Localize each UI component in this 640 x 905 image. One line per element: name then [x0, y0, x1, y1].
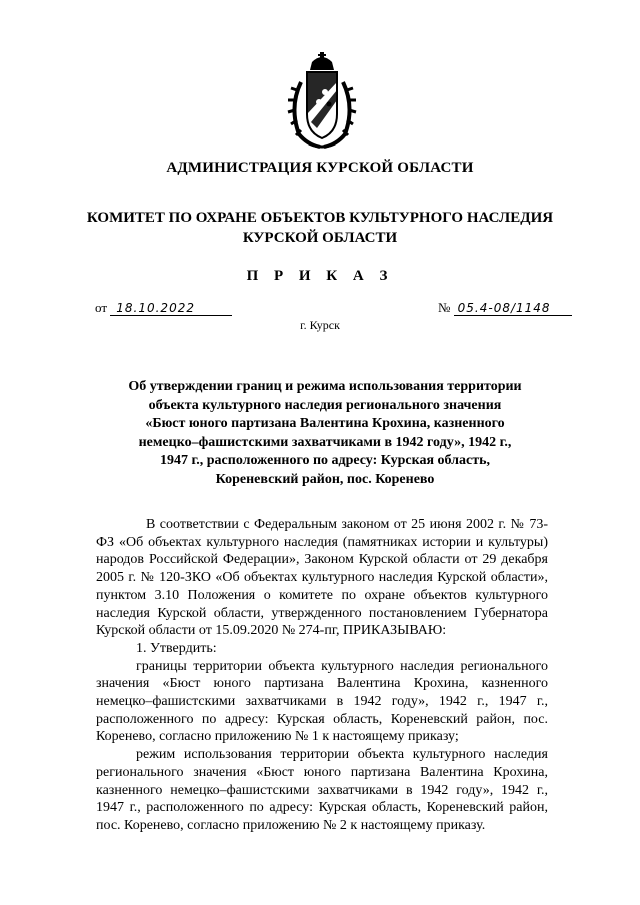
administration-name: АДМИНИСТРАЦИЯ КУРСКОЙ ОБЛАСТИ	[166, 160, 474, 176]
body-paragraph-item-1: 1. Утвердить:	[136, 640, 217, 656]
subject-line-6: Кореневский район, пос. Коренево	[215, 471, 435, 487]
number-prefix: №	[438, 300, 451, 315]
date-prefix: от	[95, 300, 108, 315]
committee-name-line-2: КУРСКОЙ ОБЛАСТИ	[242, 230, 398, 246]
subject-line-5: 1947 г., расположенного по адресу: Курская область,	[159, 453, 491, 469]
subject-line-1: Об утверждении границ и режима использования территории	[128, 379, 522, 394]
coat-of-arms-emblem	[287, 52, 357, 150]
number-value: 05.4-08/1148	[454, 301, 572, 316]
subject-line-2: объекта культурного наследия регионального значения	[148, 397, 502, 413]
committee-name	[40, 208, 600, 248]
document-type-title: П Р И К А З	[246, 268, 394, 284]
body-paragraph-boundaries: границы территории объекта культурного наследия регионального значения «Бюст юного партизана Валентина Крохина, казненного немецко–фашистскими захватчиками в 1942 году», 1942 г., 1947 г., расположенного по адресу: Курская область, Кореневский район, пос. Коренево, согласно приложению № 1 к настоящему приказу;	[96, 658, 548, 745]
number-field	[438, 300, 572, 316]
date-value: 18.10.2022	[110, 301, 232, 316]
body-paragraph-preamble: В соответствии с Федеральным законом от 25 июня 2002 г. № 73-ФЗ «Об объектах культурного наследия (памятниках истории и культуры) народов Российской Федерации», Законом Курской области от 29 декабря 2005 г. № 120-ЗКО «Об объектах культурного наследия Курской области», пунктом 3.10 Положения о комитете по охране объектов культурного наследия Курской области, утвержденного постановлением Губернатора Курской области от 15.09.2020 № 274-пг, ПРИКАЗЫВАЮ:	[96, 517, 548, 639]
order-subject-heading	[110, 378, 540, 490]
body-paragraph-regime: режим использования территории объекта культурного наследия регионального значения «Бюст юного партизана Валентина Крохина, казненного немецко–фашистскими захватчиками в 1942 году», 1942 г., 1947 г., расположенного по адресу: Курская область, Кореневский район, пос. Коренево, согласно приложению № 2 к настоящему приказу.	[96, 747, 548, 833]
subject-line-4: немецко–фашистскими захватчиками в 1942 году», 1942 г.,	[138, 434, 512, 450]
city-label: г. Курск	[300, 318, 340, 332]
committee-name-line-1: КОМИТЕТ ПО ОХРАНЕ ОБЪЕКТОВ КУЛЬТУРНОГО НАСЛЕДИЯ	[86, 210, 554, 226]
subject-line-3: «Бюст юного партизана Валентина Крохина, казненного	[145, 416, 505, 432]
date-field	[95, 300, 232, 316]
order-body	[96, 516, 548, 835]
